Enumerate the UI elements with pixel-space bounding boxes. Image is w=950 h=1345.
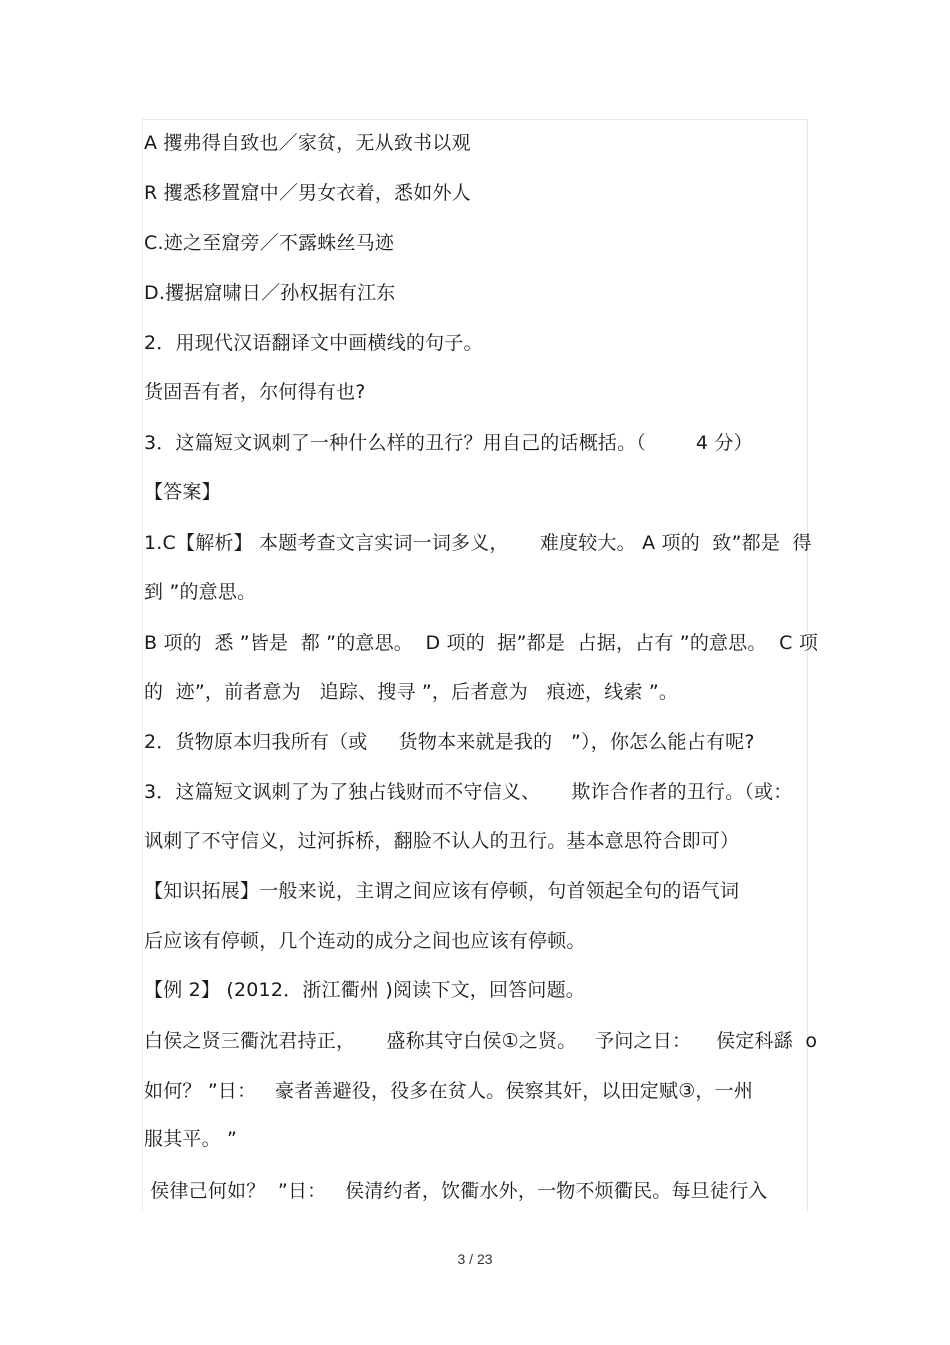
text-line: 【例 2】 (2012．浙江衢州 )阅读下文，回答问题。	[144, 979, 585, 1001]
answer-heading: 【答案】	[144, 481, 221, 503]
text-line: 侯律己何如？ ”日： 侯清约者，饮衢水外，一物不烦衢民。每旦徒行入	[144, 1180, 768, 1202]
text-line: 服其平。 ”	[144, 1128, 238, 1150]
text-line: D.攫据窟啸日／孙权据有江东	[144, 282, 396, 304]
text-line: 后应该有停顿，几个连动的成分之间也应该有停顿。	[144, 930, 586, 952]
text-line: 2．货物原本归我所有（或 货物本来就是我的 ”），你怎么能占有呢?	[144, 731, 755, 753]
text-line: 白侯之贤三衢沈君持正， 盛称其守白侯①之贤。 予问之日： 侯定科繇 o	[144, 1030, 818, 1052]
text-line: R 攫悉移置窟中／男女衣着，悉如外人	[144, 182, 471, 204]
text-line: A 攫弗得自致也／家贫，无从致书以观	[144, 132, 471, 154]
text-line: 3．这篇短文讽刺了一种什么样的丑行？用自己的话概括。（ 4 分）	[144, 432, 753, 454]
text-line: 【知识拓展】一般来说，主谓之间应该有停顿，句首领起全句的语气词	[144, 880, 740, 902]
text-line: 到 ”的意思。	[144, 581, 257, 603]
text-line: 3．这篇短文讽刺了为了独占钱财而不守信义、 欺诈合作者的丑行。（或：	[144, 781, 793, 803]
text-line: 讽刺了不守信义，过河拆桥，翻脸不认人的丑行。基本意思符合即可）	[144, 830, 740, 852]
text-line: 1.C【解析】 本题考查文言实词一词多义， 难度较大。 A 项的 致”都是 得	[144, 532, 812, 554]
text-line: 如何？ ”日： 豪者善避役，役多在贫人。侯察其奸，以田定赋③，一州	[144, 1080, 754, 1102]
page-number: 3 / 23	[457, 1251, 493, 1267]
text-line: 的 迹”，前者意为 追踪、搜寻 ”，后者意为 痕迹，线索 ”。	[144, 681, 679, 703]
text-line: B 项的 悉 ”皆是 都 ”的意思。 D 项的 据”都是 占据，占有 ”的意思。 C 项	[144, 632, 819, 654]
text-line: C.迹之至窟旁／不露蛛丝马迹	[144, 232, 395, 254]
text-line: 2．用现代汉语翻译文中画横线的句子。	[144, 332, 483, 354]
text-line: 货固吾有者，尔何得有也?	[144, 381, 366, 403]
